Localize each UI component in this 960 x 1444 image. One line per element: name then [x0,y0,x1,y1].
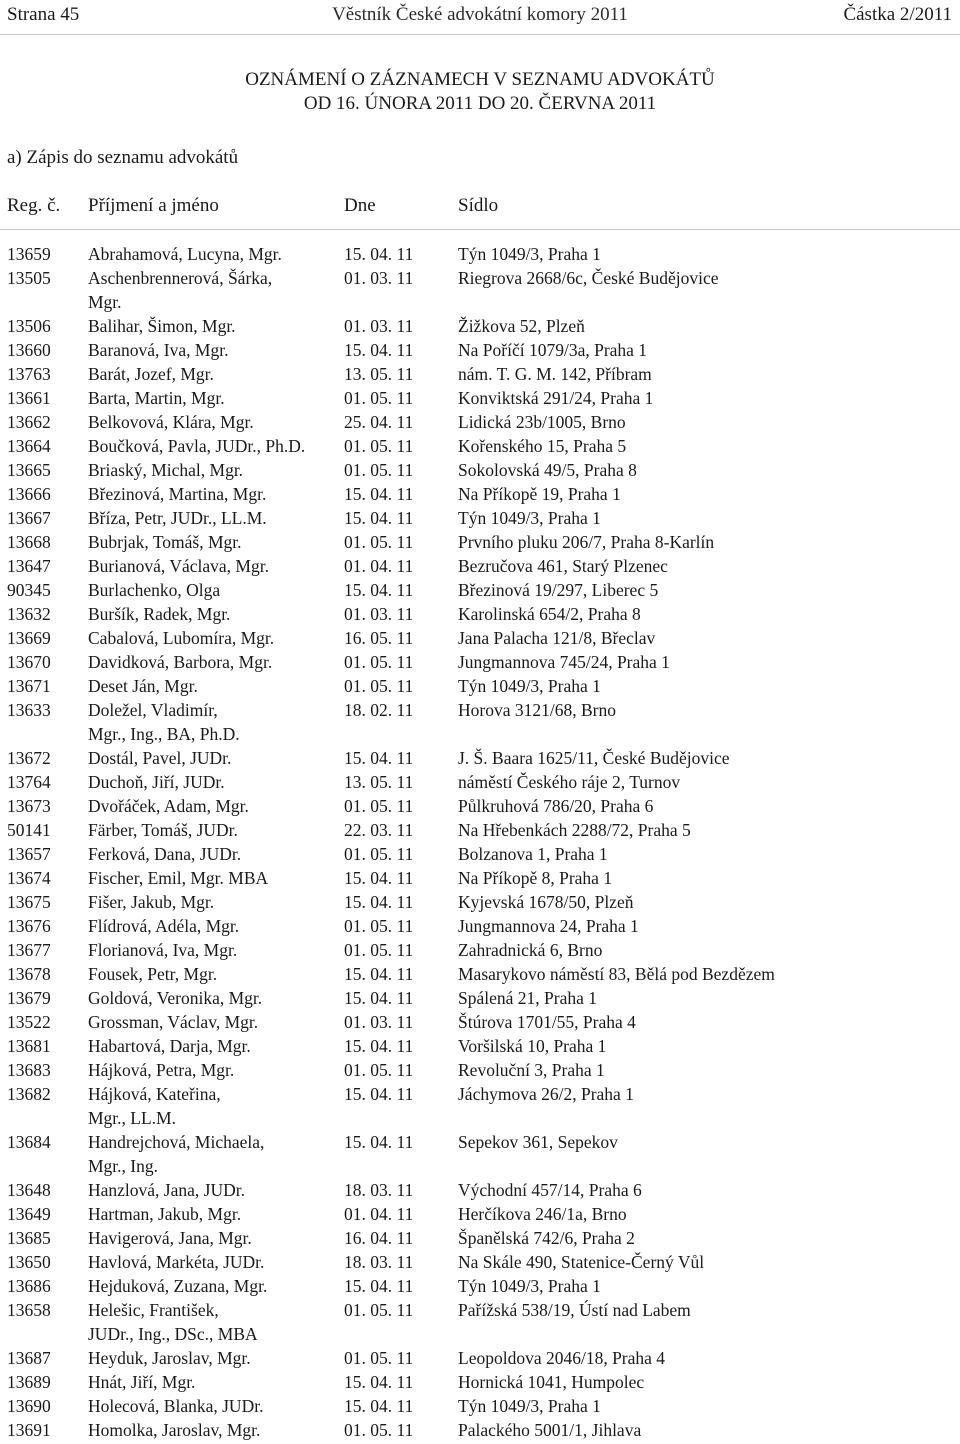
office-address: Týn 1049/3, Praha 1 [458,244,601,264]
table-row [0,1130,960,1178]
table-row [0,1010,960,1034]
registration-date: 13. 05. 11 [344,772,414,792]
advocate-name [88,482,338,506]
registration-date: 01. 03. 11 [344,604,414,624]
registration-date: 01. 05. 11 [344,940,414,960]
registration-date: 01. 03. 11 [344,1012,414,1032]
office-address: Karolinská 654/2, Praha 8 [458,604,641,624]
office-address: Kyjevská 1678/50, Plzeň [458,892,634,912]
office-address: Leopoldova 2046/18, Praha 4 [458,1348,666,1368]
reg-number: 90345 [7,580,51,600]
advocate-name-line-1: Boučková, Pavla, JUDr., Ph.D. [88,436,306,456]
office-address: Bolzanova 1, Praha 1 [458,844,608,864]
advocate-name-line-1: Burlachenko, Olga [88,580,221,600]
table-row [0,890,960,914]
advocate-name-line-1: Havlová, Markéta, JUDr. [88,1252,265,1272]
registration-date: 15. 04. 11 [344,1276,414,1296]
advocate-name-line-1: Helešic, František, [88,1300,219,1320]
registration-date: 15. 04. 11 [344,964,414,984]
registration-date: 01. 04. 11 [344,1204,414,1224]
registration-date: 01. 05. 11 [344,460,414,480]
advocate-name-line-1: Fousek, Petr, Mgr. [88,964,218,984]
table-row [0,770,960,794]
advocate-name-line-1: Dostál, Pavel, JUDr. [88,748,232,768]
advocate-name-line-1: Hartman, Jakub, Mgr. [88,1204,242,1224]
reg-number: 13675 [7,892,51,912]
reg-number: 13670 [7,652,51,672]
table-row [0,1298,960,1346]
office-address: Masarykovo náměstí 83, Bělá pod Bezdězem [458,964,775,984]
office-address: Na Příkopě 19, Praha 1 [458,484,621,504]
office-address: Kořenského 15, Praha 5 [458,436,627,456]
office-address: Konviktská 291/24, Praha 1 [458,388,654,408]
table-row [0,314,960,338]
reg-number: 13684 [7,1132,51,1152]
table-row [0,554,960,578]
advocate-name [88,362,338,386]
office-address: Bezručova 461, Starý Plzenec [458,556,668,576]
reg-number: 13671 [7,676,51,696]
table-row [0,1370,960,1394]
advocate-name-line-1: Davidková, Barbora, Mgr. [88,652,273,672]
advocate-name [88,1226,338,1250]
table-row [0,938,960,962]
reg-number: 13662 [7,412,51,432]
office-address: Východní 457/14, Praha 6 [458,1180,642,1200]
advocate-name-line-1: Duchoň, Jiří, JUDr. [88,772,225,792]
registration-date: 01. 05. 11 [344,676,414,696]
advocate-name [88,1250,338,1274]
table-row [0,1274,960,1298]
column-header-reg: Reg. č. [7,195,61,216]
advocate-name-line-1: Buršík, Radek, Mgr. [88,604,231,624]
reg-number: 13689 [7,1372,51,1392]
reg-number: 13649 [7,1204,51,1224]
table-row [0,602,960,626]
office-address: Spálená 21, Praha 1 [458,988,597,1008]
registration-date: 01. 05. 11 [344,388,414,408]
table-row [0,674,960,698]
registration-date: 01. 05. 11 [344,652,414,672]
office-address: Týn 1049/3, Praha 1 [458,1276,601,1296]
advocate-name [88,1298,338,1346]
office-address: nám. T. G. M. 142, Příbram [458,364,652,384]
office-address: Jungmannova 24, Praha 1 [458,916,639,936]
table-row [0,386,960,410]
advocate-name [88,266,338,314]
registration-date: 18. 03. 11 [344,1252,414,1272]
document-title [0,68,960,116]
registration-date: 15. 04. 11 [344,1372,414,1392]
registration-date: 15. 04. 11 [344,484,414,504]
advocate-name-line-2: Mgr., Ing. [88,1156,158,1176]
registration-date: 15. 04. 11 [344,868,414,888]
advocate-name-line-1: Bříza, Petr, JUDr., LL.M. [88,508,267,528]
office-address: Na Hřebenkách 2288/72, Praha 5 [458,820,691,840]
reg-number: 13664 [7,436,51,456]
office-address: Jáchymova 26/2, Praha 1 [458,1084,634,1104]
table-row [0,1418,960,1442]
advocate-name [88,1418,338,1442]
advocate-name [88,890,338,914]
office-address: Štúrova 1701/55, Praha 4 [458,1012,636,1032]
advocate-name-line-1: Hanzlová, Jana, JUDr. [88,1180,245,1200]
page-number: Strana 45 [7,4,80,25]
office-address: Týn 1049/3, Praha 1 [458,1396,601,1416]
registration-date: 15. 04. 11 [344,340,414,360]
registration-date: 01. 04. 11 [344,556,414,576]
reg-number: 13647 [7,556,51,576]
table-row [0,1058,960,1082]
office-address: Palackého 5001/1, Jihlava [458,1420,642,1440]
advocate-name [88,530,338,554]
advocate-name-line-1: Burianová, Václava, Mgr. [88,556,269,576]
office-address: Horova 3121/68, Brno [458,700,616,720]
advocate-name [88,794,338,818]
registration-date: 01. 05. 11 [344,796,414,816]
registration-date: 16. 05. 11 [344,628,414,648]
advocate-name [88,338,338,362]
reg-number: 13669 [7,628,51,648]
advocate-name-line-1: Hnát, Jiří, Mgr. [88,1372,196,1392]
advocate-name [88,698,338,746]
advocate-name-line-1: Homolka, Jaroslav, Mgr. [88,1420,261,1440]
reg-number: 13660 [7,340,51,360]
advocate-name [88,842,338,866]
office-address: Herčíkova 246/1a, Brno [458,1204,627,1224]
advocate-name-line-1: Baranová, Iva, Mgr. [88,340,229,360]
office-address: Jana Palacha 121/8, Břeclav [458,628,656,648]
reg-number: 13665 [7,460,51,480]
reg-number: 13764 [7,772,51,792]
advocate-name [88,602,338,626]
reg-number: 13685 [7,1228,51,1248]
advocate-name [88,818,338,842]
registration-date: 15. 04. 11 [344,1036,414,1056]
registration-date: 15. 04. 11 [344,988,414,1008]
office-address: Zahradnická 6, Brno [458,940,603,960]
reg-number: 13679 [7,988,51,1008]
reg-number: 13633 [7,700,51,720]
registration-date: 01. 05. 11 [344,1420,414,1440]
journal-title: Věstník České advokátní komory 2011 [332,4,628,25]
reg-number: 13667 [7,508,51,528]
advocate-name [88,1034,338,1058]
office-address: náměstí Českého ráje 2, Turnov [458,772,681,792]
registration-date: 01. 05. 11 [344,1348,414,1368]
advocate-name-line-1: Hájková, Petra, Mgr. [88,1060,235,1080]
advocate-name [88,1082,338,1130]
advocate-name-line-1: Hejduková, Zuzana, Mgr. [88,1276,268,1296]
advocate-name-line-1: Fišer, Jakub, Mgr. [88,892,215,912]
table-row [0,362,960,386]
registration-date: 22. 03. 11 [344,820,414,840]
advocate-name-line-2: JUDr., Ing., DSc., MBA [88,1324,258,1344]
advocate-name [88,314,338,338]
title-line-1: OZNÁMENÍ O ZÁZNAMECH V SEZNAMU ADVOKÁTŮ [245,69,715,90]
reg-number: 13666 [7,484,51,504]
office-address: Riegrova 2668/6c, České Budějovice [458,268,719,288]
table-row [0,1202,960,1226]
registration-date: 18. 03. 11 [344,1180,414,1200]
reg-number: 13672 [7,748,51,768]
table-row [0,962,960,986]
advocate-name [88,1058,338,1082]
table-row [0,1226,960,1250]
office-address: Týn 1049/3, Praha 1 [458,508,601,528]
advocate-name [88,986,338,1010]
advocate-name-line-1: Barát, Jozef, Mgr. [88,364,214,384]
registration-date: 15. 04. 11 [344,748,414,768]
reg-number: 50141 [7,820,51,840]
advocate-name-line-2: Mgr., Ing., BA, Ph.D. [88,724,240,744]
registration-date: 15. 04. 11 [344,1396,414,1416]
registration-date: 01. 03. 11 [344,316,414,336]
office-address: Březinová 19/297, Liberec 5 [458,580,659,600]
table-row [0,866,960,890]
advocate-name [88,1274,338,1298]
office-address: Hornická 1041, Humpolec [458,1372,645,1392]
advocate-name-line-1: Dvořáček, Adam, Mgr. [88,796,249,816]
advocate-table-body [0,242,960,1442]
reg-number: 13658 [7,1300,51,1320]
office-address: Voršilská 10, Praha 1 [458,1036,607,1056]
advocate-name-line-1: Holecová, Blanka, JUDr. [88,1396,264,1416]
table-row [0,986,960,1010]
office-address: Lidická 23b/1005, Brno [458,412,626,432]
advocate-name [88,410,338,434]
advocate-name [88,626,338,650]
reg-number: 13659 [7,244,51,264]
table-row [0,434,960,458]
advocate-name [88,650,338,674]
registration-date: 15. 04. 11 [344,244,414,264]
registration-date: 16. 04. 11 [344,1228,414,1248]
office-address: Žižkova 52, Plzeň [458,316,585,336]
table-row [0,242,960,266]
advocate-name [88,1010,338,1034]
office-address: Na Poříčí 1079/3a, Praha 1 [458,340,648,360]
advocate-name-line-1: Florianová, Iva, Mgr. [88,940,238,960]
registration-date: 15. 04. 11 [344,580,414,600]
office-address: Sepekov 361, Sepekov [458,1132,618,1152]
registration-date: 01. 05. 11 [344,916,414,936]
table-row [0,338,960,362]
advocate-name [88,1346,338,1370]
table-row [0,626,960,650]
advocate-name-line-1: Balihar, Šimon, Mgr. [88,316,236,336]
advocate-name-line-1: Aschenbrennerová, Šárka, [88,268,273,288]
table-row [0,1178,960,1202]
page-header [0,0,960,35]
office-address: Na Příkopě 8, Praha 1 [458,868,613,888]
advocate-name-line-1: Handrejchová, Michaela, [88,1132,265,1152]
reg-number: 13687 [7,1348,51,1368]
advocate-name-line-1: Bubrjak, Tomáš, Mgr. [88,532,242,552]
advocate-name-line-1: Ferková, Dana, JUDr. [88,844,242,864]
table-row [0,818,960,842]
reg-number: 13661 [7,388,51,408]
table-row [0,1034,960,1058]
title-line-2: OD 16. ÚNORA 2011 DO 20. ČERVNA 2011 [303,93,657,114]
table-row [0,794,960,818]
registration-date: 13. 05. 11 [344,364,414,384]
registration-date: 15. 04. 11 [344,892,414,912]
table-row [0,1394,960,1418]
reg-number: 13506 [7,316,51,336]
advocate-name [88,938,338,962]
advocate-name-line-2: Mgr., LL.M. [88,1108,176,1128]
office-address: Sokolovská 49/5, Praha 8 [458,460,637,480]
advocate-name [88,1130,338,1178]
registration-date: 18. 02. 11 [344,700,414,720]
reg-number: 13686 [7,1276,51,1296]
table-row [0,578,960,602]
table-row [0,410,960,434]
advocate-name [88,578,338,602]
registration-date: 01. 05. 11 [344,1060,414,1080]
office-address: Týn 1049/3, Praha 1 [458,676,601,696]
advocate-name-line-1: Flídrová, Adéla, Mgr. [88,916,240,936]
reg-number: 13648 [7,1180,51,1200]
reg-number: 13683 [7,1060,51,1080]
registration-date: 25. 04. 11 [344,412,414,432]
reg-number: 13632 [7,604,51,624]
reg-number: 13522 [7,1012,51,1032]
column-header-name: Příjmení a jméno [88,195,219,216]
registration-date: 15. 04. 11 [344,1132,414,1152]
column-header-seat: Sídlo [458,195,499,216]
advocate-name [88,914,338,938]
advocate-name-line-1: Havigerová, Jana, Mgr. [88,1228,252,1248]
table-row [0,650,960,674]
reg-number: 13657 [7,844,51,864]
advocate-name-line-1: Hájková, Kateřina, [88,1084,221,1104]
section-heading: a) Zápis do seznamu advokátů [7,147,239,168]
reg-number: 13676 [7,916,51,936]
reg-number: 13681 [7,1036,51,1056]
advocate-name-line-1: Grossman, Václav, Mgr. [88,1012,259,1032]
advocate-name [88,506,338,530]
advocate-name [88,962,338,986]
reg-number: 13682 [7,1084,51,1104]
reg-number: 13673 [7,796,51,816]
reg-number: 13678 [7,964,51,984]
advocate-name-line-1: Belkovová, Klára, Mgr. [88,412,254,432]
office-address: Pařížská 538/19, Ústí nad Labem [458,1300,691,1320]
table-header [0,193,960,230]
advocate-name [88,1394,338,1418]
advocate-name-line-1: Cabalová, Lubomíra, Mgr. [88,628,275,648]
advocate-name [88,1370,338,1394]
table-row [0,698,960,746]
table-row [0,506,960,530]
registration-date: 01. 05. 11 [344,436,414,456]
advocate-name-line-2: Mgr. [88,292,122,312]
table-row [0,914,960,938]
advocate-name-line-1: Abrahamová, Lucyna, Mgr. [88,244,282,264]
office-address: Půlkruhová 786/20, Praha 6 [458,796,654,816]
advocate-name [88,554,338,578]
office-address: Na Skále 490, Statenice-Černý Vůl [458,1252,705,1272]
advocate-name-line-1: Goldová, Veronika, Mgr. [88,988,263,1008]
advocate-name-line-1: Doležel, Vladimír, [88,700,218,720]
table-row [0,842,960,866]
table-row [0,1250,960,1274]
table-row [0,482,960,506]
registration-date: 01. 05. 11 [344,532,414,552]
reg-number: 13674 [7,868,51,888]
advocate-name-line-1: Habartová, Darja, Mgr. [88,1036,251,1056]
table-row [0,1082,960,1130]
registration-date: 15. 04. 11 [344,508,414,528]
advocate-name [88,434,338,458]
registration-date: 01. 05. 11 [344,1300,414,1320]
reg-number: 13763 [7,364,51,384]
table-row [0,746,960,770]
registration-date: 15. 04. 11 [344,1084,414,1104]
reg-number: 13690 [7,1396,51,1416]
office-address: Revoluční 3, Praha 1 [458,1060,605,1080]
advocate-name [88,1202,338,1226]
reg-number: 13677 [7,940,51,960]
office-address: Španělská 742/6, Praha 2 [458,1228,635,1248]
advocate-name-line-1: Fischer, Emil, Mgr. MBA [88,868,269,888]
registration-date: 01. 05. 11 [344,844,414,864]
advocate-name [88,1178,338,1202]
reg-number: 13691 [7,1420,51,1440]
advocate-name [88,770,338,794]
advocate-name [88,242,338,266]
office-address: Prvního pluku 206/7, Praha 8-Karlín [458,532,715,552]
advocate-name-line-1: Březinová, Martina, Mgr. [88,484,267,504]
issue-number: Částka 2/2011 [843,4,952,25]
table-row [0,530,960,554]
advocate-name-line-1: Barta, Martin, Mgr. [88,388,225,408]
office-address: J. Š. Baara 1625/11, České Budějovice [458,748,730,768]
table-row [0,1346,960,1370]
table-row [0,266,960,314]
advocate-name-line-1: Heyduk, Jaroslav, Mgr. [88,1348,251,1368]
advocate-name [88,746,338,770]
registration-date: 01. 03. 11 [344,268,414,288]
column-header-date: Dne [344,195,376,216]
table-row [0,458,960,482]
advocate-name [88,458,338,482]
reg-number: 13650 [7,1252,51,1272]
advocate-name [88,866,338,890]
advocate-name-line-1: Deset Ján, Mgr. [88,676,198,696]
office-address: Jungmannova 745/24, Praha 1 [458,652,670,672]
advocate-name [88,386,338,410]
reg-number: 13668 [7,532,51,552]
reg-number: 13505 [7,268,51,288]
advocate-name [88,674,338,698]
advocate-name-line-1: Briaský, Michal, Mgr. [88,460,244,480]
advocate-name-line-1: Färber, Tomáš, JUDr. [88,820,238,840]
